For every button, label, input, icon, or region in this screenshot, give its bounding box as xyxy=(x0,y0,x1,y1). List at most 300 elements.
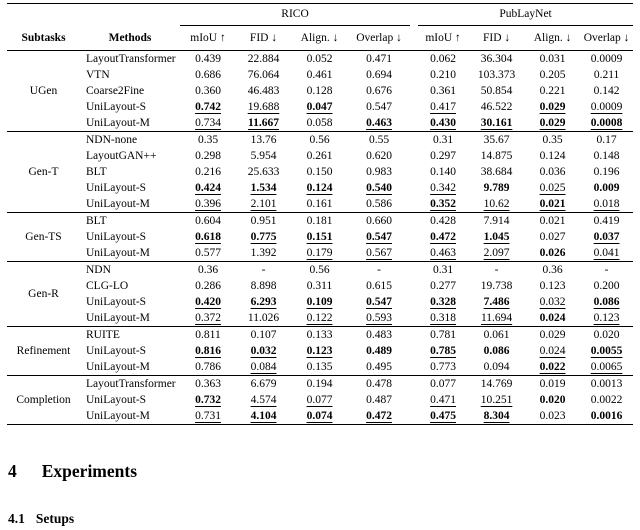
rico-fid-cell xyxy=(236,99,291,115)
publaynet-overlap-cell xyxy=(580,245,633,262)
publaynet-miou-cell xyxy=(418,359,468,376)
rico-fid-cell xyxy=(236,343,291,359)
publaynet-align-cell xyxy=(525,51,580,68)
publaynet-fid-cell xyxy=(468,229,525,245)
metric-value: 10.251 xyxy=(480,394,513,406)
metric-value: 0.0055 xyxy=(590,345,623,357)
publaynet-align-cell xyxy=(525,310,580,327)
rico-align-header: Align. ↓ xyxy=(291,26,348,51)
metric-value: 0.058 xyxy=(306,117,333,129)
subtask-label: Refinement xyxy=(7,327,80,376)
column-gap xyxy=(410,294,418,310)
subtasks-column-header: Subtasks xyxy=(7,26,80,51)
publaynet-fid-cell xyxy=(468,196,525,213)
publaynet-align-cell xyxy=(525,180,580,196)
metric-value: 0.36 xyxy=(542,264,563,276)
metric-value: 0.461 xyxy=(306,69,333,81)
metric-value: 0.430 xyxy=(430,117,456,129)
publaynet-miou-cell xyxy=(418,164,468,180)
metric-value: 0.428 xyxy=(430,215,456,227)
rico-miou-cell xyxy=(180,99,236,115)
publaynet-align-cell xyxy=(525,132,580,149)
publaynet-fid-cell xyxy=(468,83,525,99)
method-label: RUITE xyxy=(80,327,180,344)
metric-value: 11.694 xyxy=(480,312,513,324)
table-row xyxy=(7,164,633,180)
metric-value: 0.009 xyxy=(593,182,620,194)
metric-value: 0.618 xyxy=(195,231,221,243)
metric-value: 2.097 xyxy=(483,247,510,259)
metric-value: 0.022 xyxy=(539,361,566,373)
metric-value: 30.161 xyxy=(480,117,513,129)
publaynet-align-cell xyxy=(525,408,580,425)
metric-value: 0.472 xyxy=(430,231,456,243)
metric-value: 0.077 xyxy=(306,394,333,406)
rico-fid-cell xyxy=(236,115,291,132)
metric-value: 0.615 xyxy=(366,280,392,292)
metric-value: 0.194 xyxy=(306,378,333,390)
publaynet-overlap-cell xyxy=(580,376,633,393)
metric-value: 0.029 xyxy=(539,101,566,113)
metric-value: 0.124 xyxy=(306,182,333,194)
metric-value: 0.785 xyxy=(430,345,456,357)
publaynet-miou-cell xyxy=(418,343,468,359)
rico-miou-cell xyxy=(180,67,236,83)
metric-value: 0.027 xyxy=(539,231,566,243)
publaynet-fid-cell xyxy=(468,148,525,164)
metric-value: 0.56 xyxy=(309,134,330,146)
metric-value: 0.732 xyxy=(195,394,221,406)
rico-overlap-cell xyxy=(348,278,410,294)
publaynet-overlap-cell xyxy=(580,148,633,164)
metric-value: 0.181 xyxy=(306,215,333,227)
metric-value: 1.045 xyxy=(483,231,510,243)
metric-value: 0.567 xyxy=(366,247,392,259)
publaynet-overlap-cell xyxy=(580,359,633,376)
publaynet-fid-cell xyxy=(468,245,525,262)
metric-value: 0.135 xyxy=(306,361,333,373)
metric-value: 0.328 xyxy=(430,296,456,308)
publaynet-align-cell xyxy=(525,327,580,344)
rico-fid-cell xyxy=(236,180,291,196)
metric-value: 0.676 xyxy=(366,85,392,97)
column-gap xyxy=(410,327,418,344)
publaynet-miou-cell xyxy=(418,408,468,425)
method-label: UniLayout-S xyxy=(86,345,147,357)
rico-align-cell xyxy=(291,67,348,83)
publaynet-fid-header: FID ↓ xyxy=(468,26,525,51)
method-label: UniLayout-S xyxy=(86,394,147,406)
metric-value: 0.024 xyxy=(539,345,566,357)
metric-value: 0.298 xyxy=(195,150,221,162)
publaynet-overlap-cell xyxy=(580,392,633,408)
table-row xyxy=(7,310,633,327)
metric-value: 0.471 xyxy=(366,53,392,65)
rico-overlap-cell xyxy=(348,115,410,132)
subtask-label: Gen-TS xyxy=(7,213,80,262)
group-header-publaynet: PubLayNet xyxy=(418,4,633,26)
metric-value: 0.547 xyxy=(366,231,392,243)
rico-fid-cell xyxy=(236,408,291,425)
metric-value: 0.0013 xyxy=(590,378,623,390)
rico-miou-cell xyxy=(180,115,236,132)
method-label: UniLayout-S xyxy=(86,182,147,194)
metric-value: 46.483 xyxy=(247,85,280,97)
rico-overlap-cell xyxy=(348,262,410,279)
publaynet-align-cell xyxy=(525,359,580,376)
rico-fid-cell xyxy=(236,51,291,68)
rico-miou-cell xyxy=(180,310,236,327)
method-label: LayoutTransformer xyxy=(80,376,180,393)
metric-value: 0.123 xyxy=(306,345,333,357)
metric-value: 1.534 xyxy=(250,182,277,194)
publaynet-fid-cell xyxy=(468,180,525,196)
publaynet-miou-cell xyxy=(418,148,468,164)
metric-value: 7.914 xyxy=(483,215,510,227)
metric-value: 0.0009 xyxy=(590,101,623,113)
publaynet-align-cell xyxy=(525,115,580,132)
metric-value: 0.029 xyxy=(539,117,566,129)
rico-fid-cell xyxy=(236,392,291,408)
metric-value: 0.773 xyxy=(430,361,456,373)
method-label: UniLayout-M xyxy=(86,410,150,422)
rico-fid-cell xyxy=(236,132,291,149)
publaynet-miou-cell xyxy=(418,180,468,196)
rico-align-cell xyxy=(291,213,348,230)
metric-value: 0.025 xyxy=(539,182,566,194)
publaynet-align-cell xyxy=(525,83,580,99)
metric-value: 0.586 xyxy=(366,198,392,210)
publaynet-overlap-cell xyxy=(580,408,633,425)
metric-value: 0.0065 xyxy=(590,361,623,373)
publaynet-fid-cell xyxy=(468,51,525,68)
publaynet-overlap-cell xyxy=(580,278,633,294)
table-header xyxy=(7,4,633,51)
metric-value: 22.884 xyxy=(247,53,280,65)
metric-value: 0.786 xyxy=(195,361,221,373)
publaynet-align-cell xyxy=(525,262,580,279)
metric-value: 0.35 xyxy=(542,134,563,146)
metric-value: 0.041 xyxy=(593,247,620,259)
metric-value: 25.633 xyxy=(247,166,280,178)
publaynet-align-cell xyxy=(525,229,580,245)
metric-value: 0.086 xyxy=(483,345,510,357)
rico-align-cell xyxy=(291,180,348,196)
rico-overlap-cell xyxy=(348,148,410,164)
rico-miou-cell xyxy=(180,83,236,99)
rico-align-cell xyxy=(291,132,348,149)
column-gap xyxy=(410,115,418,132)
metric-value: 0.816 xyxy=(195,345,221,357)
rico-overlap-cell xyxy=(348,245,410,262)
rico-overlap-header: Overlap ↓ xyxy=(348,26,410,51)
section-number: 4 xyxy=(8,461,17,481)
metric-value: 0.439 xyxy=(195,53,221,65)
rico-align-cell xyxy=(291,294,348,310)
column-gap xyxy=(410,164,418,180)
metric-value: 0.318 xyxy=(430,312,456,324)
rico-fid-cell xyxy=(236,213,291,230)
rico-overlap-cell xyxy=(348,51,410,68)
metric-value: 0.781 xyxy=(430,329,456,341)
metric-value: 0.018 xyxy=(593,198,620,210)
rico-overlap-cell xyxy=(348,310,410,327)
table-row xyxy=(7,196,633,213)
subtask-label: UGen xyxy=(29,85,58,97)
rico-miou-cell xyxy=(180,180,236,196)
metric-value: 0.811 xyxy=(195,329,221,341)
metric-value: 11.026 xyxy=(247,312,280,324)
rico-align-cell xyxy=(291,229,348,245)
publaynet-align-cell xyxy=(525,343,580,359)
rico-miou-cell xyxy=(180,51,236,68)
rico-miou-cell xyxy=(180,392,236,408)
method-label: BLT xyxy=(86,166,107,178)
metric-value: 0.951 xyxy=(250,215,277,227)
publaynet-fid-cell xyxy=(468,99,525,115)
rico-align-cell xyxy=(291,327,348,344)
publaynet-miou-cell xyxy=(418,245,468,262)
column-gap xyxy=(410,51,418,68)
metric-value: 0.361 xyxy=(430,85,456,97)
rico-miou-cell xyxy=(180,376,236,393)
publaynet-fid-cell xyxy=(468,310,525,327)
publaynet-align-cell xyxy=(525,392,580,408)
metric-value: 0.196 xyxy=(593,166,620,178)
publaynet-fid-cell xyxy=(468,164,525,180)
publaynet-miou-cell xyxy=(418,392,468,408)
metric-value: 0.540 xyxy=(366,182,392,194)
metric-value: 0.396 xyxy=(195,198,221,210)
method-label: LayoutGAN++ xyxy=(86,150,157,162)
metric-value: 0.311 xyxy=(306,280,333,292)
metric-value: 0.547 xyxy=(366,296,392,308)
rico-fid-cell xyxy=(236,229,291,245)
method-label: UniLayout-M xyxy=(86,312,150,324)
rico-miou-cell xyxy=(180,262,236,279)
metric-value: 0.983 xyxy=(366,166,392,178)
metric-value: 0.211 xyxy=(593,69,620,81)
results-table xyxy=(7,3,633,425)
publaynet-miou-cell xyxy=(418,196,468,213)
publaynet-miou-header: mIoU ↑ xyxy=(418,26,468,51)
publaynet-overlap-cell xyxy=(580,83,633,99)
rico-fid-cell xyxy=(236,67,291,83)
metric-value: 0.084 xyxy=(250,361,277,373)
metric-value: 0.032 xyxy=(539,296,566,308)
metric-value: 0.0016 xyxy=(590,410,623,422)
metric-value: 103.373 xyxy=(477,69,516,81)
metric-value: 0.122 xyxy=(306,312,333,324)
rico-align-cell xyxy=(291,310,348,327)
metric-value: 0.604 xyxy=(195,215,221,227)
metric-value: 0.086 xyxy=(593,296,620,308)
metric-value: 0.731 xyxy=(195,410,221,422)
publaynet-miou-cell xyxy=(418,67,468,83)
metric-value: 6.679 xyxy=(250,378,277,390)
publaynet-miou-cell xyxy=(418,310,468,327)
metric-value: 0.026 xyxy=(539,247,566,259)
table-row xyxy=(7,115,633,132)
rico-align-cell xyxy=(291,262,348,279)
column-gap xyxy=(410,213,418,230)
metric-value: 0.200 xyxy=(593,280,620,292)
publaynet-miou-cell xyxy=(418,132,468,149)
metric-value: 0.342 xyxy=(430,182,456,194)
rico-overlap-cell xyxy=(348,99,410,115)
metric-value: 0.148 xyxy=(593,150,620,162)
publaynet-align-cell xyxy=(525,213,580,230)
metric-value: 0.109 xyxy=(306,296,333,308)
metric-value: 0.123 xyxy=(539,280,566,292)
metric-value: 0.297 xyxy=(430,150,456,162)
rico-miou-cell xyxy=(180,245,236,262)
metric-value: 0.021 xyxy=(539,198,566,210)
metric-value: 0.036 xyxy=(539,166,566,178)
metric-value: 0.487 xyxy=(366,394,392,406)
method-label: UniLayout-S xyxy=(86,231,147,243)
metric-value: 14.875 xyxy=(480,150,513,162)
column-gap xyxy=(410,83,418,99)
metric-value: 0.478 xyxy=(366,378,392,390)
metric-value: 0.094 xyxy=(483,361,510,373)
publaynet-miou-cell xyxy=(418,213,468,230)
column-header-row xyxy=(7,26,633,51)
publaynet-align-header: Align. ↓ xyxy=(525,26,580,51)
publaynet-align-cell xyxy=(525,148,580,164)
table-row xyxy=(7,392,633,408)
publaynet-miou-cell xyxy=(418,51,468,68)
rico-overlap-cell xyxy=(348,132,410,149)
metric-value: 76.064 xyxy=(247,69,280,81)
publaynet-fid-cell xyxy=(468,213,525,230)
table-row xyxy=(7,262,633,279)
metric-value: 0.074 xyxy=(306,410,333,422)
metric-value: 0.417 xyxy=(430,101,456,113)
metric-value: 0.062 xyxy=(430,53,456,65)
publaynet-align-cell xyxy=(525,67,580,83)
metric-value: 0.024 xyxy=(539,312,566,324)
metric-value: 2.101 xyxy=(250,198,277,210)
metric-value: 0.577 xyxy=(195,247,221,259)
metric-value: 0.124 xyxy=(539,150,566,162)
rico-align-cell xyxy=(291,245,348,262)
method-label: UniLayout-M xyxy=(86,361,150,373)
rico-fid-cell xyxy=(236,83,291,99)
table-row xyxy=(7,359,633,376)
table-row xyxy=(7,376,633,393)
group-header-rico: RICO xyxy=(180,4,410,26)
metric-value: 0.0022 xyxy=(590,394,623,406)
table-row xyxy=(7,213,633,230)
rico-fid-cell xyxy=(236,278,291,294)
rico-miou-cell xyxy=(180,229,236,245)
publaynet-overlap-cell xyxy=(580,262,633,279)
metric-value: 0.686 xyxy=(195,69,221,81)
publaynet-align-cell xyxy=(525,196,580,213)
rico-align-cell xyxy=(291,164,348,180)
metric-value: 0.205 xyxy=(539,69,566,81)
table-row xyxy=(7,343,633,359)
publaynet-fid-cell xyxy=(468,327,525,344)
rico-align-cell xyxy=(291,376,348,393)
subtask-label: Gen-R xyxy=(7,262,80,327)
metric-value: 1.392 xyxy=(250,247,277,259)
table-row xyxy=(7,51,633,68)
rico-miou-cell xyxy=(180,148,236,164)
column-gap xyxy=(410,359,418,376)
metric-value: 13.76 xyxy=(250,134,277,146)
metric-value: 0.023 xyxy=(539,410,566,422)
metric-value: 0.463 xyxy=(430,247,456,259)
metric-value: 0.161 xyxy=(306,198,333,210)
rico-align-cell xyxy=(291,278,348,294)
metric-value: 0.483 xyxy=(366,329,392,341)
rico-fid-cell xyxy=(236,376,291,393)
subsection-title: Setups xyxy=(35,511,75,526)
publaynet-fid-cell xyxy=(468,115,525,132)
column-gap xyxy=(410,229,418,245)
metric-value: 0.420 xyxy=(195,296,221,308)
metric-value: 0.031 xyxy=(539,53,566,65)
metric-value: 4.574 xyxy=(250,394,277,406)
rico-miou-header: mIoU ↑ xyxy=(180,26,236,51)
rico-miou-cell xyxy=(180,343,236,359)
metric-value: 0.489 xyxy=(366,345,392,357)
metric-value: - xyxy=(377,264,381,276)
column-gap xyxy=(410,245,418,262)
rico-overlap-cell xyxy=(348,343,410,359)
metric-value: 0.372 xyxy=(195,312,221,324)
metric-value: 19.688 xyxy=(247,101,280,113)
method-label: LayoutTransformer xyxy=(86,53,176,65)
table-row xyxy=(7,180,633,196)
column-gap xyxy=(410,26,418,51)
metric-value: 50.854 xyxy=(480,85,513,97)
publaynet-overlap-cell xyxy=(580,343,633,359)
publaynet-fid-cell xyxy=(468,132,525,149)
publaynet-overlap-cell xyxy=(580,229,633,245)
publaynet-miou-cell xyxy=(418,294,468,310)
publaynet-miou-cell xyxy=(418,83,468,99)
publaynet-overlap-cell xyxy=(580,99,633,115)
metric-value: 0.047 xyxy=(306,101,333,113)
section-heading xyxy=(8,461,640,482)
rico-align-cell xyxy=(291,359,348,376)
metric-value: 0.31 xyxy=(432,264,454,276)
metric-value: 4.104 xyxy=(250,410,277,422)
rico-miou-cell xyxy=(180,278,236,294)
rico-overlap-cell xyxy=(348,164,410,180)
table-row xyxy=(7,148,633,164)
metric-value: 0.363 xyxy=(195,378,221,390)
metric-value: - xyxy=(494,264,499,276)
publaynet-miou-cell xyxy=(418,327,468,344)
method-label: BLT xyxy=(80,213,180,230)
metric-value: 0.150 xyxy=(306,166,333,178)
metric-value: 35.67 xyxy=(483,134,510,146)
rico-overlap-cell xyxy=(348,229,410,245)
rico-overlap-cell xyxy=(348,327,410,344)
publaynet-overlap-header: Overlap ↓ xyxy=(580,26,633,51)
rico-fid-cell xyxy=(236,164,291,180)
rico-align-cell xyxy=(291,343,348,359)
metric-value: 0.221 xyxy=(539,85,566,97)
method-label: UniLayout-S xyxy=(86,101,147,113)
metric-value: 0.032 xyxy=(250,345,277,357)
table-row xyxy=(7,245,633,262)
rico-overlap-cell xyxy=(348,392,410,408)
